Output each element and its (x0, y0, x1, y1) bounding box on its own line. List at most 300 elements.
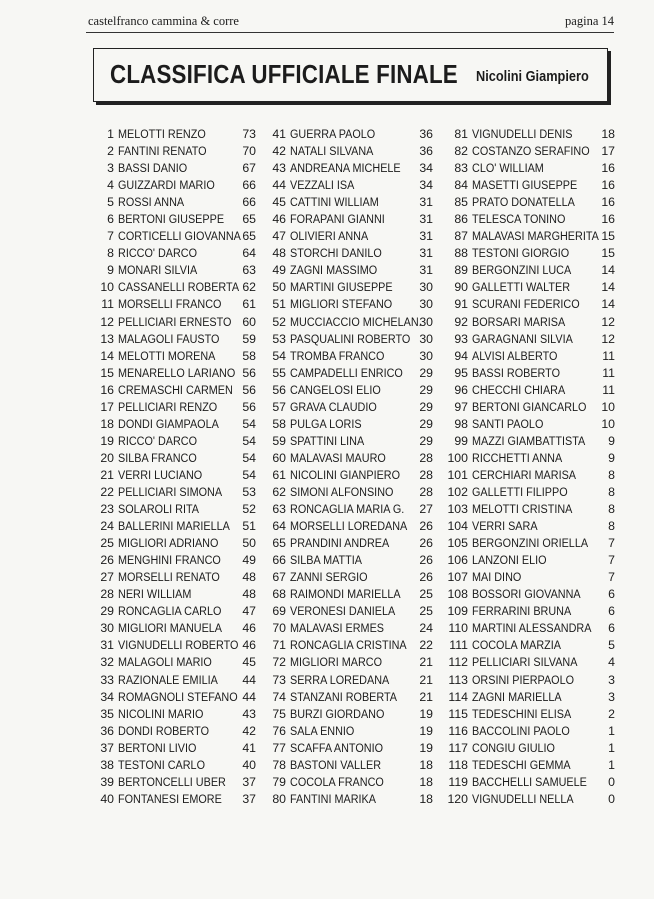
ranking-row (270, 160, 440, 177)
ranking-row (446, 228, 616, 245)
athlete-name: CATTINI WILLIAM (290, 195, 379, 210)
athlete-name: FERRARINI BRUNA (472, 604, 572, 619)
athlete-name: MAI DINO (472, 570, 522, 585)
ranking-row (270, 637, 440, 654)
rank-number: 72 (272, 655, 286, 670)
rank-number: 70 (272, 621, 286, 636)
ranking-row (270, 484, 440, 501)
ranking-row (270, 365, 440, 382)
rank-number: 40 (100, 791, 114, 806)
rank-number: 113 (448, 672, 468, 687)
points-value: 60 (242, 314, 256, 329)
rank-number: 119 (448, 774, 468, 789)
ranking-row (92, 552, 262, 569)
athlete-name: MASETTI GIUSEPPE (472, 178, 578, 193)
rank-number: 105 (447, 536, 468, 551)
points-value: 1 (608, 723, 615, 738)
ranking-column-3 (446, 126, 616, 808)
athlete-name: MALAVASI ERMES (290, 621, 385, 636)
ranking-row (92, 467, 262, 484)
athlete-name: BACCHELLI SAMUELE (472, 774, 587, 789)
points-value: 2 (608, 706, 615, 721)
rank-number: 39 (100, 774, 114, 789)
rank-number: 9 (107, 263, 114, 278)
points-value: 11 (602, 365, 615, 380)
athlete-name: NERI WILLIAM (118, 587, 192, 602)
ranking-row (92, 450, 262, 467)
ranking-row (446, 194, 616, 211)
athlete-name: STANZANI ROBERTA (290, 689, 398, 704)
points-value: 8 (608, 519, 615, 534)
points-value: 44 (242, 689, 256, 704)
ranking-row (446, 552, 616, 569)
rank-number: 114 (448, 689, 468, 704)
ranking-row (270, 245, 440, 262)
ranking-row (92, 518, 262, 535)
ranking-row (446, 467, 616, 484)
rank-number: 109 (447, 604, 468, 619)
athlete-name: BERGONZINI LUCA (472, 263, 572, 278)
header-rule (86, 32, 614, 33)
points-value: 12 (601, 331, 615, 346)
ranking-row (270, 757, 440, 774)
athlete-name: MIGLIORI STEFANO (290, 297, 393, 312)
points-value: 54 (242, 467, 256, 482)
rank-number: 51 (272, 297, 286, 312)
rank-number: 59 (272, 433, 286, 448)
rank-number: 43 (272, 161, 286, 176)
athlete-name: MORSELLI FRANCO (118, 297, 222, 312)
points-value: 67 (242, 161, 256, 176)
points-value: 15 (601, 246, 615, 261)
athlete-name: MUCCIACCIO MICHELAN. (290, 314, 422, 329)
athlete-name: GUIZZARDI MARIO (118, 178, 215, 193)
points-value: 7 (608, 553, 615, 568)
rank-number: 54 (272, 348, 286, 363)
rank-number: 15 (100, 365, 114, 380)
athlete-name: BASSI ROBERTO (472, 365, 561, 380)
athlete-name: ROMAGNOLI STEFANO (118, 689, 238, 704)
rank-number: 8 (107, 246, 114, 261)
athlete-name: DONDI ROBERTO (118, 723, 209, 738)
points-value: 61 (242, 297, 256, 312)
points-value: 30 (419, 314, 433, 329)
ranking-row (446, 689, 616, 706)
points-value: 8 (608, 467, 615, 482)
athlete-name: TESTONI GIORGIO (472, 246, 570, 261)
athlete-name: COCOLA MARZIA (472, 638, 561, 653)
points-value: 11 (602, 348, 615, 363)
points-value: 21 (419, 689, 433, 704)
ranking-row (92, 603, 262, 620)
athlete-name: ORSINI PIERPAOLO (472, 672, 575, 687)
ranking-row (446, 791, 616, 808)
ranking-row (92, 637, 262, 654)
ranking-row (446, 262, 616, 279)
athlete-name: SANTI PAOLO (472, 416, 544, 431)
rank-number: 28 (100, 587, 114, 602)
athlete-name: MELOTTI MORENA (118, 348, 216, 363)
points-value: 34 (419, 161, 433, 176)
ranking-row (92, 620, 262, 637)
rank-number: 45 (272, 195, 286, 210)
points-value: 19 (419, 706, 433, 721)
ranking-row (92, 586, 262, 603)
points-value: 30 (419, 297, 433, 312)
ranking-row (92, 177, 262, 194)
ranking-row (270, 654, 440, 671)
ranking-row (446, 126, 616, 143)
points-value: 14 (601, 263, 615, 278)
points-value: 30 (419, 280, 433, 295)
rank-number: 37 (100, 740, 114, 755)
athlete-name: SILBA FRANCO (118, 450, 197, 465)
rank-number: 75 (272, 706, 286, 721)
points-value: 54 (242, 433, 256, 448)
rank-number: 55 (272, 365, 286, 380)
ranking-row (270, 228, 440, 245)
ranking-row (92, 416, 262, 433)
rank-number: 17 (100, 399, 114, 414)
rank-number: 49 (272, 263, 286, 278)
points-value: 54 (242, 416, 256, 431)
ranking-row (92, 194, 262, 211)
points-value: 56 (242, 382, 256, 397)
points-value: 46 (242, 621, 256, 636)
athlete-name: SALA ENNIO (290, 723, 355, 738)
ranking-row (270, 689, 440, 706)
points-value: 64 (242, 246, 256, 261)
points-value: 45 (242, 655, 256, 670)
ranking-row (270, 586, 440, 603)
ranking-row (92, 433, 262, 450)
points-value: 26 (419, 553, 433, 568)
ranking-row (270, 296, 440, 313)
ranking-row (446, 603, 616, 620)
points-value: 8 (608, 502, 615, 517)
points-value: 10 (601, 416, 615, 431)
points-value: 25 (419, 587, 433, 602)
points-value: 73 (242, 127, 256, 141)
ranking-row (92, 365, 262, 382)
ranking-row (446, 569, 616, 586)
athlete-name: MORSELLI LOREDANA (290, 519, 408, 534)
athlete-name: BASSI DANIO (118, 161, 188, 176)
ranking-row (446, 348, 616, 365)
rank-number: 38 (100, 757, 114, 772)
rank-number: 3 (107, 161, 114, 176)
title-box (93, 48, 608, 102)
points-value: 66 (242, 195, 256, 210)
athlete-name: RAZIONALE EMILIA (118, 672, 218, 687)
rank-number: 11 (101, 297, 114, 312)
ranking-row (92, 143, 262, 160)
points-value: 44 (242, 672, 256, 687)
athlete-name: SCURANI FEDERICO (472, 297, 580, 312)
athlete-name: RAIMONDI MARIELLA (290, 587, 401, 602)
points-value: 26 (419, 536, 433, 551)
points-value: 5 (608, 638, 615, 653)
ranking-row (446, 637, 616, 654)
points-value: 18 (419, 757, 433, 772)
points-value: 15 (601, 229, 615, 244)
points-value: 43 (242, 706, 256, 721)
rank-number: 106 (447, 553, 468, 568)
athlete-name: BORSARI MARISA (472, 314, 566, 329)
rank-number: 41 (272, 127, 286, 141)
athlete-name: SIMONI ALFONSINO (290, 484, 394, 499)
rank-number: 7 (107, 229, 114, 244)
athlete-name: BERTONI LIVIO (118, 740, 197, 755)
ranking-row (270, 620, 440, 637)
rank-number: 85 (454, 195, 468, 210)
athlete-name: BERGONZINI ORIELLA (472, 536, 589, 551)
rank-number: 81 (454, 127, 468, 141)
ranking-row (92, 382, 262, 399)
points-value: 19 (419, 740, 433, 755)
rank-number: 21 (100, 467, 114, 482)
rank-number: 52 (272, 314, 286, 329)
rank-number: 35 (100, 706, 114, 721)
ranking-row (270, 177, 440, 194)
rank-number: 82 (454, 144, 468, 159)
publication-name: castelfranco cammina & corre (88, 14, 239, 28)
athlete-name: SPATTINI LINA (290, 433, 365, 448)
ranking-row (92, 296, 262, 313)
ranking-row (270, 672, 440, 689)
rank-number: 87 (454, 229, 468, 244)
ranking-row (92, 262, 262, 279)
ranking-row (92, 314, 262, 331)
rank-number: 64 (272, 519, 286, 534)
rank-number: 115 (448, 706, 468, 721)
points-value: 18 (419, 791, 433, 806)
points-value: 65 (242, 229, 256, 244)
points-value: 1 (608, 757, 615, 772)
ranking-row (446, 535, 616, 552)
rank-number: 77 (272, 740, 286, 755)
athlete-name: MENGHINI FRANCO (118, 553, 221, 568)
points-value: 31 (419, 195, 433, 210)
athlete-name: CAMPADELLI ENRICO (290, 365, 403, 380)
points-value: 48 (242, 587, 256, 602)
ranking-row (270, 126, 440, 143)
points-value: 40 (242, 757, 256, 772)
points-value: 18 (601, 127, 615, 141)
rank-number: 90 (454, 280, 468, 295)
points-value: 37 (242, 791, 256, 806)
athlete-name: RICCHETTI ANNA (472, 450, 563, 465)
rank-number: 58 (272, 416, 286, 431)
athlete-name: DONDI GIAMPAOLA (118, 416, 219, 431)
ranking-row (446, 279, 616, 296)
rank-number: 100 (447, 450, 468, 465)
ranking-row (92, 689, 262, 706)
ranking-row (270, 569, 440, 586)
athlete-name: CLO' WILLIAM (472, 161, 544, 176)
points-value: 14 (601, 280, 615, 295)
points-value: 18 (419, 774, 433, 789)
rank-number: 14 (100, 348, 114, 363)
ranking-row (270, 740, 440, 757)
ranking-row (270, 723, 440, 740)
athlete-name: RICCO' DARCO (118, 433, 198, 448)
points-value: 31 (419, 229, 433, 244)
rank-number: 89 (454, 263, 468, 278)
athlete-name: ANDREANA MICHELE (290, 161, 401, 176)
athlete-name: PELLICIARI RENZO (118, 399, 218, 414)
ranking-row (446, 211, 616, 228)
rank-number: 76 (272, 723, 286, 738)
athlete-name: NICOLINI MARIO (118, 706, 204, 721)
athlete-name: ZAGNI MASSIMO (290, 263, 378, 278)
points-value: 7 (608, 536, 615, 551)
rank-number: 50 (272, 280, 286, 295)
ranking-row (92, 740, 262, 757)
athlete-name: ZAGNI MARIELLA (472, 689, 562, 704)
points-value: 14 (601, 297, 615, 312)
athlete-name: MARTINI ALESSANDRA (472, 621, 592, 636)
athlete-name: CREMASCHI CARMEN (118, 382, 233, 397)
athlete-name: VERRI SARA (472, 519, 538, 534)
athlete-name: RONCAGLIA MARIA G. (290, 502, 405, 517)
ranking-row (446, 399, 616, 416)
athlete-name: NICOLINI GIANPIERO (290, 467, 401, 482)
ranking-row (446, 365, 616, 382)
points-value: 26 (419, 570, 433, 585)
rank-number: 102 (447, 484, 468, 499)
points-value: 34 (419, 178, 433, 193)
athlete-name: PRATO DONATELLA (472, 195, 575, 210)
athlete-name: GALLETTI FILIPPO (472, 484, 568, 499)
ranking-row (92, 501, 262, 518)
points-value: 51 (242, 519, 256, 534)
rank-number: 93 (454, 331, 468, 346)
athlete-name: GARAGNANI SILVIA (472, 331, 573, 346)
rank-number: 25 (100, 536, 114, 551)
page-subtitle: Nicolini Giampiero (476, 69, 589, 85)
rank-number: 63 (272, 502, 286, 517)
rank-number: 60 (272, 450, 286, 465)
ranking-row (92, 672, 262, 689)
rank-number: 20 (100, 450, 114, 465)
ranking-row (92, 399, 262, 416)
athlete-name: TEDESCHI GEMMA (472, 757, 571, 772)
ranking-row (270, 791, 440, 808)
ranking-row (446, 723, 616, 740)
ranking-row (446, 654, 616, 671)
rank-number: 65 (272, 536, 286, 551)
rank-number: 71 (272, 638, 286, 653)
rank-number: 83 (454, 161, 468, 176)
points-value: 41 (242, 740, 256, 755)
ranking-row (270, 382, 440, 399)
athlete-name: BERTONI GIUSEPPE (118, 212, 225, 227)
points-value: 28 (419, 450, 433, 465)
rank-number: 95 (454, 365, 468, 380)
rank-number: 118 (448, 757, 468, 772)
athlete-name: FORAPANI GIANNI (290, 212, 385, 227)
rank-number: 99 (454, 433, 468, 448)
rank-number: 74 (272, 689, 286, 704)
athlete-name: NATALI SILVANA (290, 144, 374, 159)
ranking-row (446, 620, 616, 637)
rank-number: 80 (272, 791, 286, 806)
ranking-row (270, 535, 440, 552)
rank-number: 104 (447, 519, 468, 534)
rank-number: 117 (448, 740, 468, 755)
ranking-row (270, 314, 440, 331)
rank-number: 27 (100, 570, 114, 585)
points-value: 6 (608, 604, 615, 619)
points-value: 26 (419, 519, 433, 534)
athlete-name: VIGNUDELLI ROBERTO (118, 638, 239, 653)
ranking-row (92, 211, 262, 228)
points-value: 62 (242, 280, 256, 295)
points-value: 1 (608, 740, 615, 755)
athlete-name: PELLICIARI ERNESTO (118, 314, 232, 329)
ranking-row (446, 501, 616, 518)
athlete-name: SOLAROLI RITA (118, 502, 199, 517)
points-value: 49 (242, 553, 256, 568)
points-value: 70 (242, 144, 256, 159)
points-value: 3 (608, 672, 615, 687)
rank-number: 42 (272, 144, 286, 159)
athlete-name: VERONESI DANIELA (290, 604, 396, 619)
ranking-row (92, 126, 262, 143)
athlete-name: MALAVASI MARGHERITA (472, 229, 599, 244)
athlete-name: BERTONCELLI UBER (118, 774, 226, 789)
rank-number: 53 (272, 331, 286, 346)
points-value: 48 (242, 570, 256, 585)
points-value: 31 (419, 212, 433, 227)
ranking-row (270, 552, 440, 569)
athlete-name: STORCHI DANILO (290, 246, 382, 261)
ranking-row (92, 757, 262, 774)
rank-number: 13 (100, 331, 114, 346)
athlete-name: GRAVA CLAUDIO (290, 399, 377, 414)
athlete-name: TEDESCHINI ELISA (472, 706, 572, 721)
points-value: 7 (608, 570, 615, 585)
points-value: 63 (242, 263, 256, 278)
points-value: 31 (419, 246, 433, 261)
athlete-name: BASTONI VALLER (290, 757, 382, 772)
athlete-name: GALLETTI WALTER (472, 280, 571, 295)
page-number: pagina 14 (565, 14, 614, 28)
athlete-name: VEZZALI ISA (290, 178, 355, 193)
points-value: 10 (601, 399, 615, 414)
ranking-row (270, 706, 440, 723)
athlete-name: TROMBA FRANCO (290, 348, 385, 363)
ranking-row (446, 740, 616, 757)
athlete-name: CERCHIARI MARISA (472, 467, 577, 482)
rank-number: 46 (272, 212, 286, 227)
ranking-row (446, 314, 616, 331)
rank-number: 108 (447, 587, 468, 602)
rank-number: 16 (100, 382, 114, 397)
athlete-name: TESTONI CARLO (118, 757, 205, 772)
points-value: 46 (242, 638, 256, 653)
rank-number: 78 (272, 757, 286, 772)
ranking-row (446, 331, 616, 348)
ranking-row (446, 518, 616, 535)
rank-number: 31 (100, 638, 114, 653)
rank-number: 12 (100, 314, 114, 329)
athlete-name: BERTONI GIANCARLO (472, 399, 587, 414)
page-title: CLASSIFICA UFFICIALE FINALE (110, 59, 458, 89)
points-value: 4 (608, 655, 615, 670)
ranking-row (270, 211, 440, 228)
